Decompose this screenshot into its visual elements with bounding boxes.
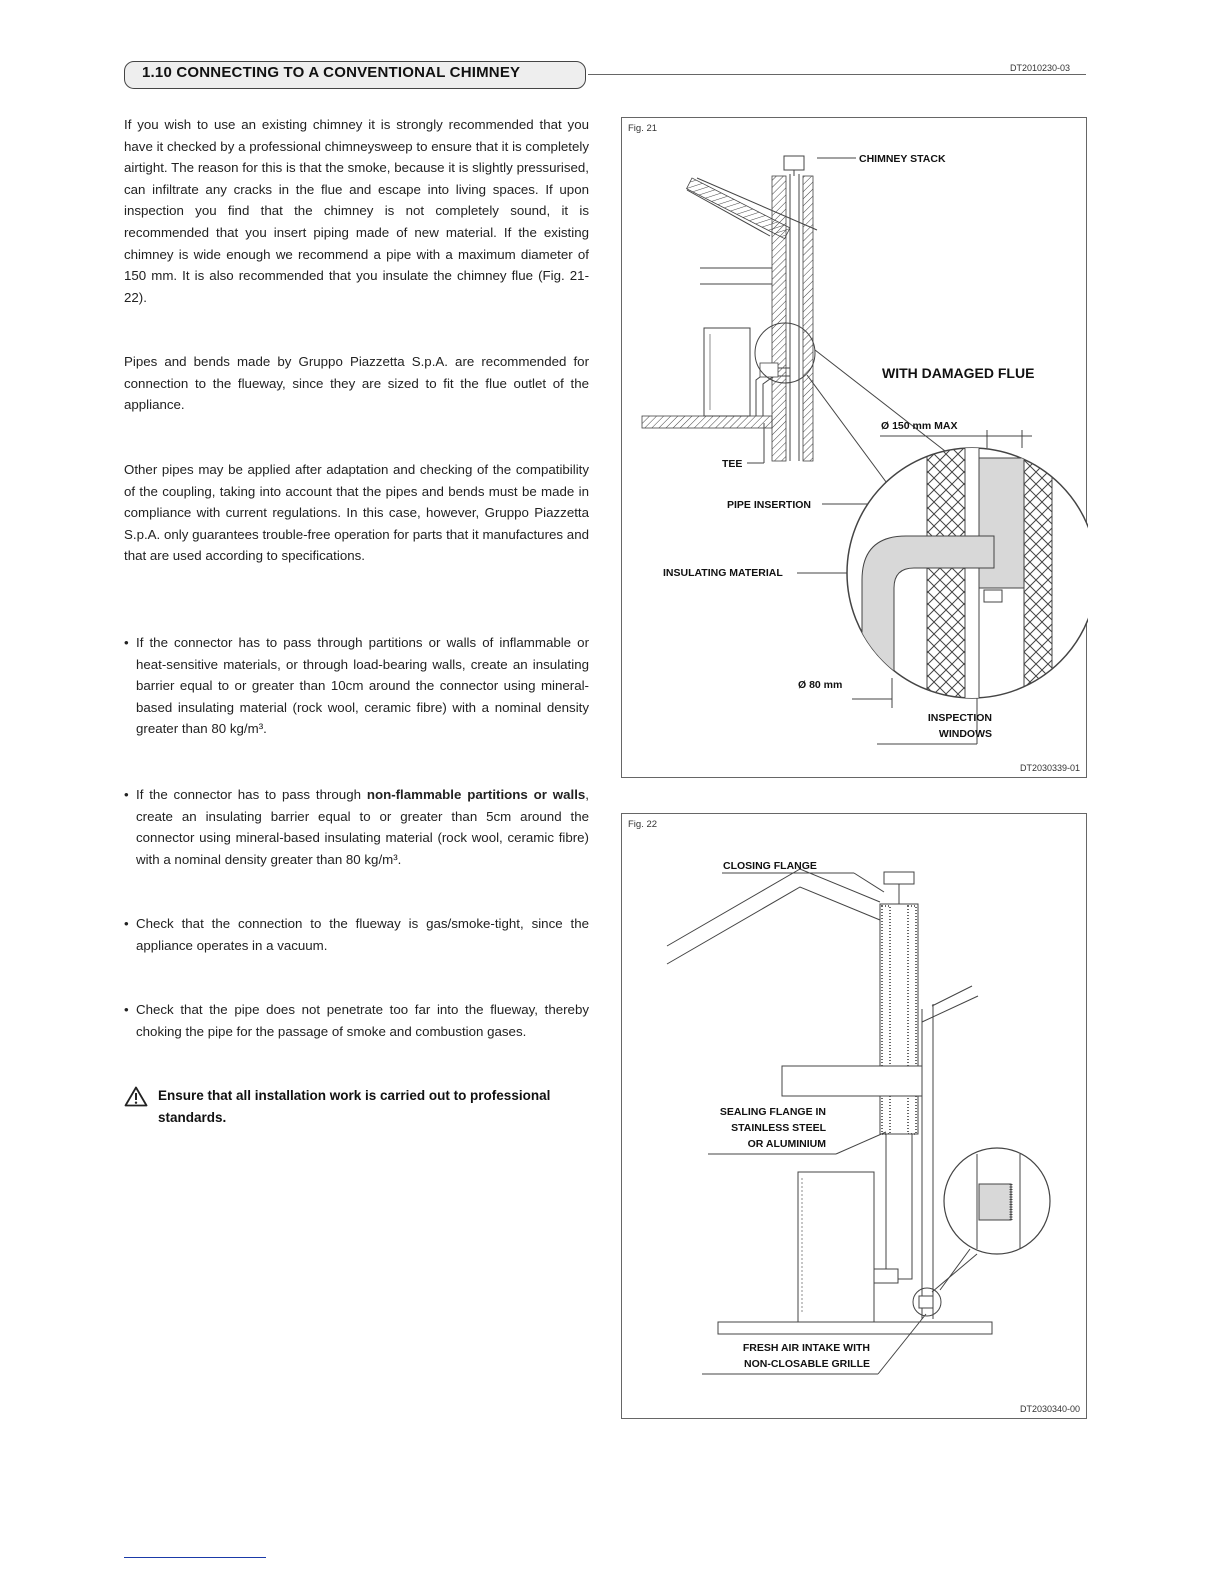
bullet-marker: • (124, 787, 129, 802)
fig21-drawing (622, 118, 1088, 779)
bullet-marker: • (124, 916, 129, 931)
section-title: 1.10 CONNECTING TO A CONVENTIONAL CHIMNEY (142, 64, 521, 81)
label-inspection-windows: INSPECTION WINDOWS (927, 712, 992, 740)
label-with-damaged-flue: WITH DAMAGED FLUE (882, 365, 1035, 381)
bold-phrase: non-flammable partitions or walls (366, 787, 586, 802)
warning-note: Ensure that all installation work is carried out to professional standards. (124, 1085, 589, 1128)
bullet-1: • If the connector has to pass through partitions or walls of inflammable or heat-sensitive materials, or through load-bearing walls, create an insulating barrier equal to or greater than 10cm around the connector using mineral-based insulating material (rock wool, ceramic fibre) with a nominal density greater than 80 kg/m³. (124, 632, 589, 740)
warning-icon (124, 1086, 148, 1107)
bullet-4: • Check that the pipe does not penetrate too far into the flueway, thereby choking the pipe for the passage of smoke and combustion gases. (124, 999, 589, 1042)
paragraph-2: Pipes and bends made by Gruppo Piazzetta S.p.A. are recommended for connection to the flueway, since they are sized to fit the flue outlet of the appliance. (124, 354, 589, 413)
label-dim-150: Ø 150 mm MAX (881, 420, 958, 432)
bullet-2: • If the connector has to pass through non-flammable partitions or walls, create an insulating barrier equal to or greater than 5cm around the connector using mineral-based insulating material (rock wool, ceramic fibre) with a nominal density greater than 80 kg/m³. (124, 784, 589, 870)
label-sealing-flange: SEALING FLANGE IN STAINLESS STEEL OR ALUMINIUM (719, 1106, 826, 1150)
figure-21 (621, 117, 1087, 778)
doc-code: DT2010230-03 (1010, 63, 1071, 73)
bullet-marker: • (124, 1002, 129, 1017)
label-closing-flange: CLOSING FLANGE (723, 860, 817, 872)
fig21-label: Fig. 21 (628, 123, 658, 134)
fig22-label: Fig. 22 (628, 819, 658, 830)
label-fresh-air-intake: FRESH AIR INTAKE WITH NON-CLOSABLE GRILLE (742, 1342, 870, 1370)
fig22-code: DT2030340-00 (1019, 1404, 1080, 1414)
label-tee: TEE (722, 458, 743, 470)
header-rule (588, 74, 1086, 75)
fig21-code: DT2030339-01 (1019, 763, 1080, 773)
paragraph-3: Other pipes may be applied after adaptation and checking of the compatibility of the coupling, taking into account that the pipes and bends must be made in compliance with current regulations. In this case, however, Gruppo Piazzetta S.p.A. only guarantees trouble-free operation for parts that it manufactures and that are used according to specifications. (124, 462, 589, 564)
paragraph-1: If you wish to use an existing chimney it is strongly recommended that you have it checked by a professional chimneysweep to ensure that it is completely airtight. The reason for this is that the smoke, because it is slightly pressurised, can infiltrate any cracks in the flue and escape into living spaces. If upon inspection you find that the chimney is not completely sound, it is recommended that you insert piping made of new material. If the existing chimney is wide enough we recommend a pipe with a maximum diameter of 150 mm. It is also recommended that you insulate the chimney flue (Fig. 21-22). (124, 117, 589, 305)
bullet-3: • Check that the connection to the flueway is gas/smoke-tight, since the appliance operates in a vacuum. (124, 913, 589, 956)
label-dim-80: Ø 80 mm (798, 679, 843, 691)
label-chimney-stack: CHIMNEY STACK (859, 153, 946, 165)
footer-rule (124, 1557, 266, 1558)
label-insulating-material: INSULATING MATERIAL (663, 567, 783, 579)
fig22-drawing (622, 814, 1088, 1420)
label-pipe-insertion: PIPE INSERTION (727, 499, 812, 511)
bullet-marker: • (124, 635, 129, 650)
figure-22 (621, 813, 1087, 1419)
